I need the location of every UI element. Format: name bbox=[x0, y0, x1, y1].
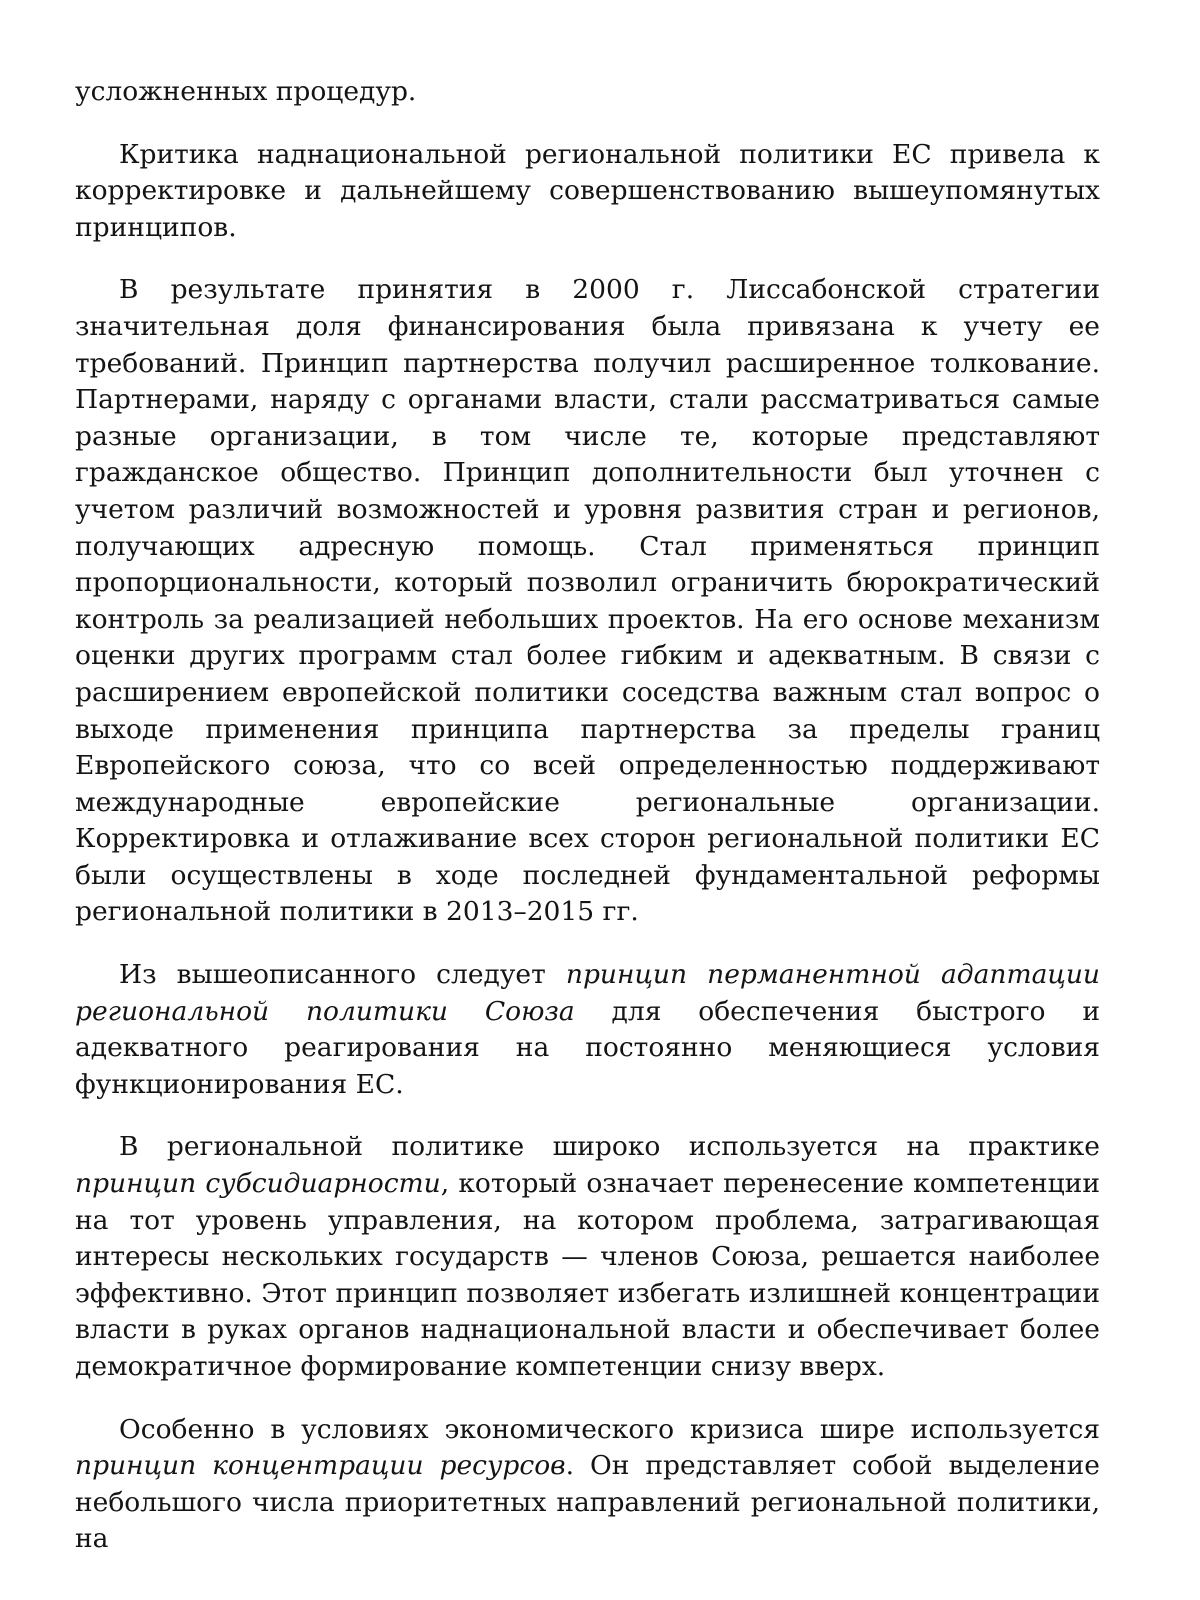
paragraph-1 bbox=[75, 74, 1100, 111]
paragraph-text: Критика наднациональной региональной политики ЕС привела к корректировке и дальнейшему совершенствованию вышеупомянутых принципов. bbox=[75, 138, 1100, 243]
paragraph-2 bbox=[75, 137, 1100, 247]
emphasized-term: принцип концентрации ресурсов bbox=[75, 1450, 566, 1482]
emphasized-term: принцип перманентной адаптации региональной политики Союза bbox=[75, 959, 1100, 1027]
paragraph-text: , который означает перенесение компетенции на тот уровень управления, на котором проблема, затрагивающая интересы нескольких государств — членов Союза, решается наиболее эффективно. Этот принцип позволяет избегать излишней концентрации власти в руках органов наднациональной власти и обеспечивает более демократичное формирование компетенции снизу вверх. bbox=[75, 1168, 1100, 1382]
paragraph-5 bbox=[75, 1129, 1100, 1385]
paragraph-text: В региональной политике широко используется на практике bbox=[119, 1131, 1100, 1163]
paragraph-6 bbox=[75, 1412, 1100, 1558]
emphasized-term: принцип субсидиарности bbox=[75, 1168, 441, 1200]
paragraph-3 bbox=[75, 272, 1100, 931]
paragraph-text: Из вышеописанного следует bbox=[119, 959, 566, 991]
paragraph-text: . Он представляет собой выделение небольшого числа приоритетных направлений региональной политики, на bbox=[75, 1450, 1100, 1555]
document-page bbox=[75, 74, 1100, 1558]
paragraph-text: В результате принятия в 2000 г. Лиссабонской стратегии значительная доля финансирования была привязана к учету ее требований. Принцип партнерства получил расширенное толкование. Партнерами, наряду с органами власти, стали рассматриваться самые разные организации, в том числе те, которые представляют гражданское общество. Принцип дополнительности был уточнен с учетом различий возможностей и уровня развития стран и регионов, получающих адресную помощь. Стал применяться принцип пропорциональности, который позволил ограничить бюрократический контроль за реализацией небольших проектов. На его основе механизм оценки других программ стал более гибким и адекватным. В связи с расширением европейской политики соседства важным стал вопрос о выходе применения принципа партнерства за пределы границ Европейского союза, что со всей определенностью поддерживают международные европейские региональные организации. Корректировка и отлаживание всех сторон региональной политики ЕС были осуществлены в ходе последней фундаментальной реформы региональной политики в 2013–2015 гг. bbox=[75, 274, 1100, 928]
paragraph-4 bbox=[75, 957, 1100, 1103]
paragraph-text: для обеспечения быстрого и адекватного реагирования на постоянно меняющиеся условия функционирования ЕС. bbox=[75, 995, 1100, 1100]
paragraph-text: усложненных процедур. bbox=[75, 76, 417, 107]
paragraph-text: Особенно в условиях экономического кризиса шире используется bbox=[119, 1413, 1100, 1445]
